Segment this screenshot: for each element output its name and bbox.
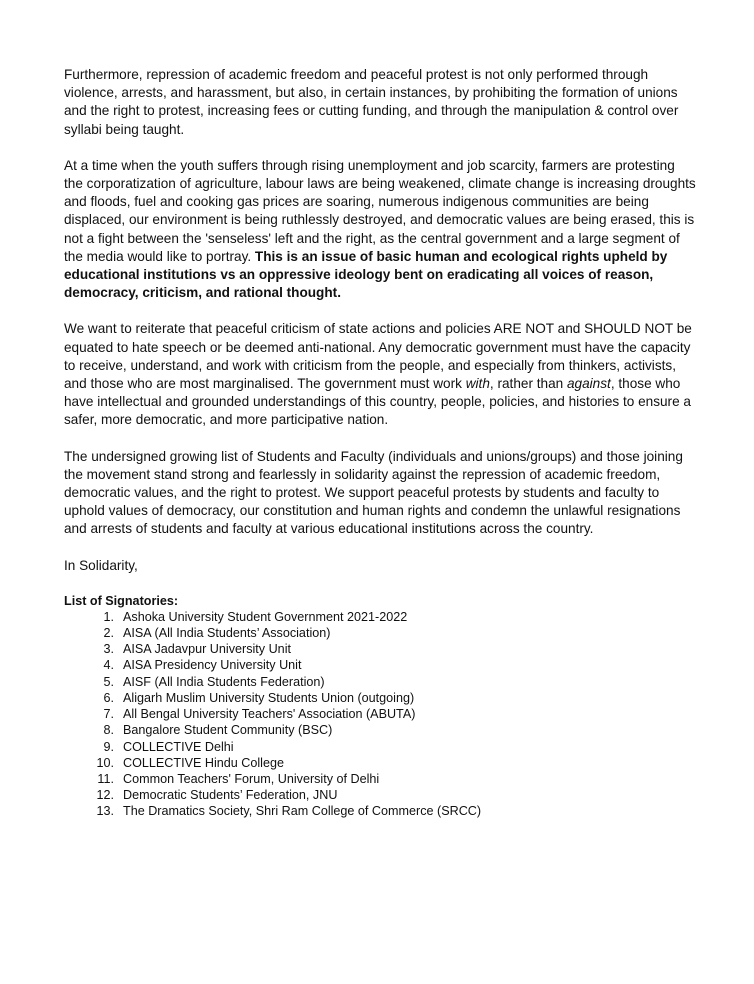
signatory-name: AISA Jadavpur University Unit <box>123 642 291 657</box>
signatory-name: Common Teachers' Forum, University of Delhi <box>123 771 380 786</box>
signatory-number: 8. <box>103 723 114 738</box>
signatory-number: 4. <box>103 658 114 673</box>
signatory-number: 2. <box>103 626 114 641</box>
emphasis-with: with <box>465 376 490 392</box>
signatory-name: COLLECTIVE Delhi <box>123 739 234 754</box>
signatory-number: 11. <box>97 771 114 786</box>
signatory-name: Bangalore Student Community (BSC) <box>123 723 333 738</box>
signatory-number: 10. <box>96 755 114 770</box>
paragraph-youth <box>64 157 696 303</box>
paragraph-undersigned <box>64 448 696 539</box>
signoff: In Solidarity, <box>64 557 138 573</box>
signatory-item <box>64 641 696 657</box>
signatory-name: All Bengal University Teachers' Association (ABUTA) <box>123 707 416 722</box>
signatory-item <box>64 771 696 787</box>
signatory-item <box>64 722 696 738</box>
signatory-number: 1. <box>103 609 114 624</box>
signatory-number: 12. <box>96 788 114 803</box>
signatory-item <box>64 625 696 641</box>
paragraph-text: We want to reiterate that peaceful criticism of state actions and policies ARE NOT and SHOULD NOT be equated to hate speech or be deemed anti-national. Any democratic government must have the capacity to receive, understand, and work with criticism from the people, and especially from thinkers, activists, and those who are most marginalised. The government must work <box>64 321 692 392</box>
emphasis-against: against <box>566 376 611 392</box>
signatory-number: 6. <box>103 690 114 705</box>
signatory-item <box>64 706 696 722</box>
signatory-name: COLLECTIVE Hindu College <box>123 755 284 770</box>
paragraph-bold-statement: This is an issue of basic human and ecological rights upheld by educational institutions vs an oppressive ideology bent on eradicating all voices of reason, democracy, criticism, and rational thought. <box>64 248 668 301</box>
signatories-heading: List of Signatories: <box>64 593 179 608</box>
signatory-item <box>64 690 696 706</box>
signatory-number: 7. <box>103 707 114 722</box>
signatory-item <box>64 674 696 690</box>
signatory-item <box>64 755 696 771</box>
paragraph-text: At a time when the youth suffers through rising unemployment and job scarcity, farmers are protesting the corporatization of agriculture, labour laws are being weakened, climate change is increasing droughts and floods, fuel and cooking gas prices are soaring, numerous indigenous communities are being displaced, our environment is being ruthlessly destroyed, and democratic values are being erased, this is not a fight between the 'senseless' left and the right, as the central government and a large segment of the media would like to portray. <box>64 157 696 264</box>
signatory-number: 5. <box>103 674 114 689</box>
document-page <box>64 66 696 820</box>
signatory-name: AISF (All India Students Federation) <box>123 674 325 689</box>
paragraph-text: , those who have intellectual and grounded understandings of this country, people, policies, and histories to ensure a safer, more democratic, and more participative nation. <box>64 376 691 428</box>
signatory-name: AISA Presidency University Unit <box>123 658 302 673</box>
paragraph-text: Furthermore, repression of academic freedom and peaceful protest is not only performed through violence, arrests, and harassment, but also, in certain instances, by prohibiting the formation of unions and the right to protest, increasing fees or cutting funding, and through the manipulation & control over syllabi being taught. <box>64 67 679 137</box>
signatory-number: 3. <box>103 642 114 657</box>
signatory-item <box>64 787 696 803</box>
signatory-name: AISA (All India Students’ Association) <box>123 626 331 641</box>
signatory-name: Ashoka University Student Government 2021-2022 <box>123 609 408 624</box>
signatory-name: The Dramatics Society, Shri Ram College of Commerce (SRCC) <box>123 804 482 819</box>
paragraph-text: , rather than <box>489 376 567 392</box>
signatory-number: 9. <box>103 739 114 754</box>
signatory-item <box>64 739 696 755</box>
signatories-list <box>64 609 696 820</box>
paragraph-repression <box>64 66 696 139</box>
signatory-item <box>64 657 696 673</box>
signatory-name: Democratic Students’ Federation, JNU <box>123 788 338 803</box>
signatory-name: Aligarh Muslim University Students Union (outgoing) <box>123 690 415 705</box>
signatory-item <box>64 609 696 625</box>
paragraph-criticism <box>64 320 696 429</box>
signatory-number: 13. <box>96 804 114 819</box>
paragraph-text: The undersigned growing list of Students and Faculty (individuals and unions/groups) and those joining the movement stand strong and fearlessly in solidarity against the repression of academic freedom, democratic values, and the right to protest. We support peaceful protests by students and faculty to uphold values of democracy, our constitution and human rights and condemn the unlawful resignations and arrests of students and faculty at various educational institutions across the country. <box>64 448 683 537</box>
signatory-item <box>64 803 696 819</box>
